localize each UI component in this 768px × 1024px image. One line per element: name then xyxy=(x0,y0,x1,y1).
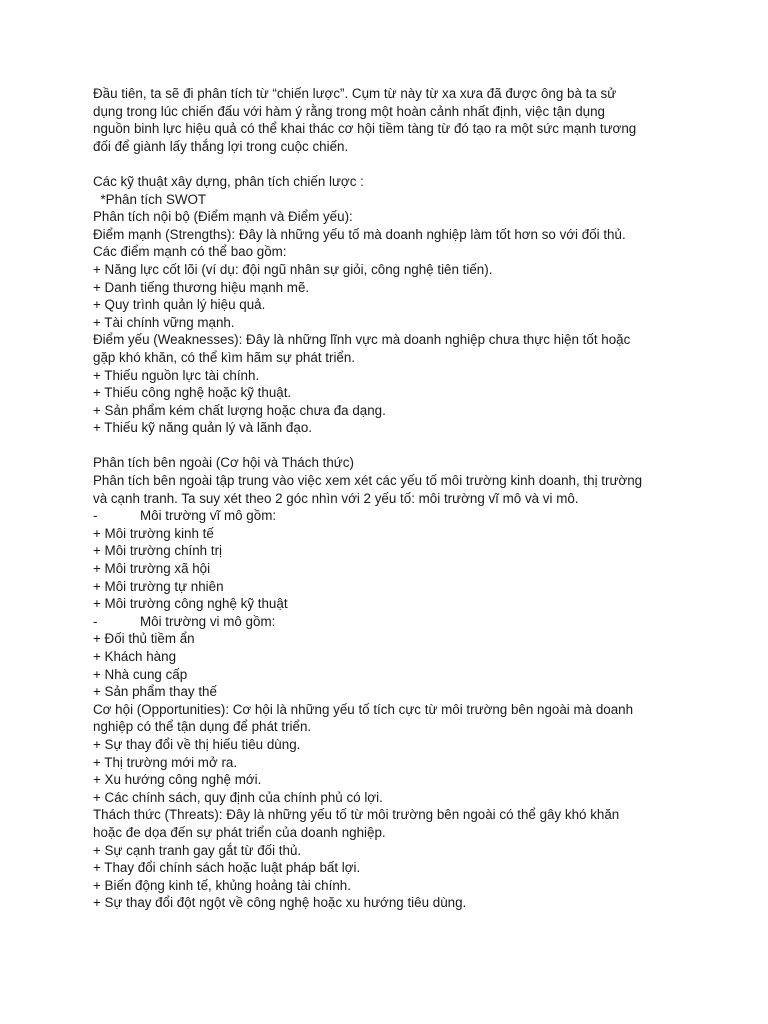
micro-heading xyxy=(93,613,693,631)
list-item: + Năng lực cốt lõi (ví dụ: đội ngũ nhân sự giỏi, công nghệ tiên tiến). xyxy=(93,261,493,277)
list-item: + Quy trình quản lý hiệu quả. xyxy=(93,297,266,313)
list-item: + Môi trường kinh tế xyxy=(93,525,214,541)
list-item: + Các chính sách, quy định của chính phủ có lợi. xyxy=(93,789,383,805)
text-line: gặp khó khăn, có thể kìm hãm sự phát triển. xyxy=(93,349,356,365)
list-item: + Sự thay đổi đột ngột về công nghệ hoặc xu hướng tiêu dùng. xyxy=(93,895,467,911)
list-item: + Thiếu công nghệ hoặc kỹ thuật. xyxy=(93,385,292,401)
list-item: + Nhà cung cấp xyxy=(93,666,188,682)
text-line: nghiệp có thể tận dụng để phát triển. xyxy=(93,719,312,735)
text-line: Các kỹ thuật xây dựng, phân tích chiến lược : xyxy=(93,173,364,189)
intro-paragraph xyxy=(93,85,693,155)
text-line: nguồn binh lực hiệu quả có thể khai thác cơ hội tiềm tàng từ đó tạo ra một sức mạnh tương xyxy=(93,121,637,137)
dash-bullet: - xyxy=(93,508,98,524)
text-line: Điểm mạnh (Strengths): Đây là những yếu tố mà doanh nghiệp làm tốt hơn so với đối thủ. xyxy=(93,226,626,242)
dash-bullet: - xyxy=(93,613,98,629)
list-item: + Môi trường tự nhiên xyxy=(93,578,224,594)
list-item: + Môi trường công nghệ kỹ thuật xyxy=(93,596,288,612)
list-item: + Xu hướng công nghệ mới. xyxy=(93,772,262,788)
list-item: + Môi trường chính trị xyxy=(93,543,223,559)
list-item: + Sản phẩm thay thế xyxy=(93,684,217,700)
list-item: + Sản phẩm kém chất lượng hoặc chưa đa dạng. xyxy=(93,402,386,418)
macro-heading-text: Môi trường vĩ mô gồm: xyxy=(140,508,277,524)
text-line: *Phân tích SWOT xyxy=(93,191,207,207)
list-item: + Thiếu nguồn lực tài chính. xyxy=(93,367,260,383)
blank-line xyxy=(93,437,693,455)
list-item: + Sự thay đổi về thị hiếu tiêu dùng. xyxy=(93,736,301,752)
list-item: + Tài chính vững mạnh. xyxy=(93,314,235,330)
text-line: Cơ hội (Opportunities): Cơ hội là những yếu tố tích cực từ môi trường bên ngoài mà doanh xyxy=(93,701,634,717)
list-item: + Khách hàng xyxy=(93,649,177,664)
text-line: Thách thức (Threats): Đây là những yếu tố từ môi trường bên ngoài có thể gây khó khăn xyxy=(93,807,620,823)
document-body xyxy=(93,85,693,912)
section-heading: Phân tích bên ngoài (Cơ hội và Thách thức) xyxy=(93,455,354,471)
text-line: Đầu tiên, ta sẽ đi phân tích từ “chiến lược”. Cụm từ này từ xa xưa đã được ông bà ta sử xyxy=(93,86,617,101)
text-line: và cạnh tranh. Ta suy xét theo 2 góc nhìn với 2 yếu tố: môi trường vĩ mô và vi mô. xyxy=(93,490,579,506)
external-analysis-section xyxy=(93,454,693,911)
list-item: + Sự cạnh tranh gay gắt từ đối thủ. xyxy=(93,842,302,858)
list-item: + Thay đổi chính sách hoặc luật pháp bất lợi. xyxy=(93,860,361,876)
text-line: Phân tích bên ngoài tập trung vào việc xem xét các yếu tố môi trường kinh doanh, thị trường xyxy=(93,473,643,489)
list-item: + Danh tiếng thương hiệu mạnh mẽ. xyxy=(93,279,310,295)
macro-heading xyxy=(93,507,693,525)
text-line: hoặc đe dọa đến sự phát triển của doanh nghiệp. xyxy=(93,824,386,840)
text-line: Điểm yếu (Weaknesses): Đây là những lĩnh vực mà doanh nghiệp chưa thực hiện tốt hoặc xyxy=(93,332,631,348)
blank-line xyxy=(93,155,693,173)
list-item: + Đối thủ tiềm ẩn xyxy=(93,631,195,647)
list-item: + Thị trường mới mở ra. xyxy=(93,754,238,770)
list-item: + Thiếu kỹ năng quản lý và lãnh đạo. xyxy=(93,420,312,436)
micro-heading-text: Môi trường vi mô gồm: xyxy=(140,613,276,629)
text-line: dụng trong lúc chiến đấu với hàm ý rằng trong một hoàn cảnh nhất định, việc tận dụng xyxy=(93,103,606,119)
list-item: + Môi trường xã hội xyxy=(93,561,211,577)
text-line: đối để giành lấy thắng lợi trong cuộc chiến. xyxy=(93,138,349,154)
list-item: + Biến động kinh tế, khủng hoảng tài chính. xyxy=(93,877,351,893)
text-line: Các điểm mạnh có thể bao gồm: xyxy=(93,244,287,260)
section-heading: Phân tích nội bộ (Điểm mạnh và Điểm yếu): xyxy=(93,209,353,225)
swot-internal-section xyxy=(93,173,693,437)
